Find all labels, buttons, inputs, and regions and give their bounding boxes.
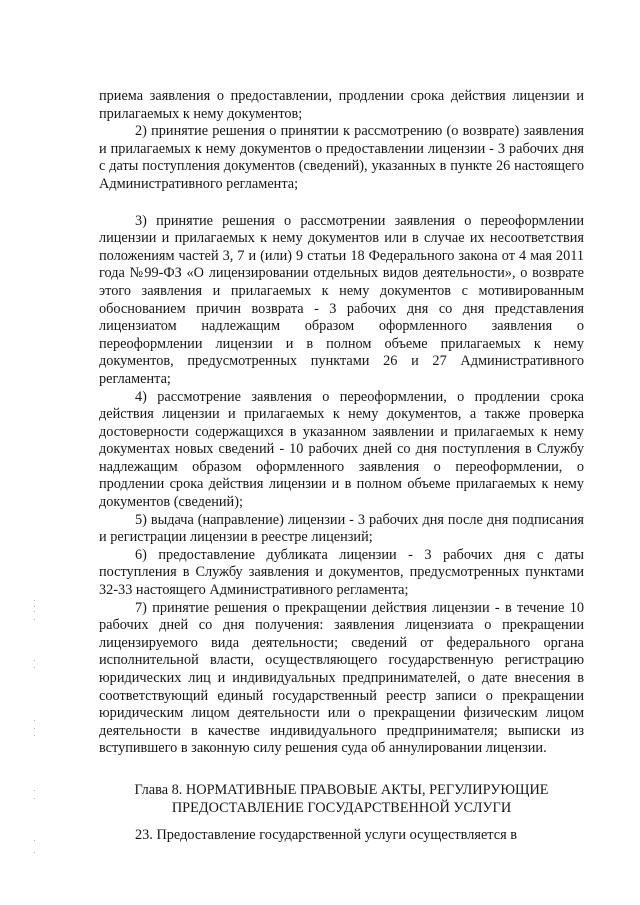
chapter-heading [99,782,584,817]
scan-speck [34,600,35,601]
scan-speck [34,840,35,841]
scan-edge-marks [34,600,36,860]
scan-speck [34,852,35,853]
scan-speck [34,667,35,668]
scan-speck [34,790,35,791]
paragraph-item-7: 7) принятие решения о прекращении действия лицензии - в течение 10 рабочих дней со дня получения: заявления лицензиата о прекращении лицензируемого вида деятельности; сведений от федерального органа исполнительной власти, осуществляющего государственную регистрацию юридических лиц и индивидуальных предпринимателей, о дате внесения в соответствующий единый государственный реестр записи о прекращении юридическим лицом деятельности или о прекращении физическим лицом деятельности в качестве индивидуального предпринимателя; выписки из вступившего в законную силу решения суда об аннулировании лицензии. [99,599,584,757]
scan-speck [34,660,35,661]
document-page [99,88,584,845]
paragraph-item-3: 3) принятие решения о рассмотрении заявления о переоформлении лицензии и прилагаемых к нему документов или в случае их несоответствия положениям частей 3, 7 и (или) 9 статьи 18 Федерального закона от 4 мая 2011 года №99-ФЗ «О лицензировании отдельных видов деятельности», о возврате этого заявления и прилагаемых к нему документов с мотивированным обоснованием причин возврата - 3 рабочих дня со дня представления лицензиатом надлежащим образом оформленного заявления о переоформлении лицензии и в полном объеме прилагаемых к нему документов, предусмотренных пунктами 26 и 27 Административного регламента; [99,212,584,387]
paragraph-item-23: 23. Предоставление государственной услуги осуществляется в [135,827,517,844]
paragraph-continuation: приема заявления о предоставлении, продлении срока действия лицензии и прилагаемых к нему документов; [99,88,584,122]
paragraph-item-2: 2) принятие решения о принятии к рассмотрению (о возврате) заявления и прилагаемых к нему документов о предоставлении лицензии - 3 рабочих дня с даты поступления документов (сведений), указанных в пункте 26 настоящего Административного регламента; [99,123,584,192]
paragraph-item-5: 5) выдача (направление) лицензии - 3 рабочих дня после дня подписания и регистрации лицензии в реестре лицензий; [99,511,584,546]
scan-speck [34,606,35,607]
scan-speck [34,798,35,799]
scan-speck [34,735,35,736]
scan-speck [34,619,35,620]
paragraph-item-4: 4) рассмотрение заявления о переоформлении, о продлении срока действия лицензии и прилагаемых к нему документов, а также проверка достоверности содержащихся в указанном заявлении и прилагаемых к нему документах новых сведений - 10 рабочих дней со дня поступления в Службу надлежащим образом оформленного заявления о переоформлении, о продлении срока действия лицензии и в полном объеме прилагаемых к нему документов (сведений); [99,388,584,511]
chapter-heading-line-2: ПРЕДОСТАВЛЕНИЕ ГОСУДАРСТВЕННОЙ УСЛУГИ [171,799,512,816]
scan-speck [34,728,35,729]
paragraph-item-6: 6) предоставление дубликата лицензии - 3 рабочих дня с даты поступления в Службу заявления и документов, предусмотренных пунктами 32-33 настоящего Административного регламента; [99,546,584,599]
scan-speck [34,720,35,721]
scan-speck [34,611,35,612]
chapter-heading-line-1: Глава 8. НОРМАТИВНЫЕ ПРАВОВЫЕ АКТЫ, РЕГУЛИРУЮЩИЕ [134,781,549,798]
